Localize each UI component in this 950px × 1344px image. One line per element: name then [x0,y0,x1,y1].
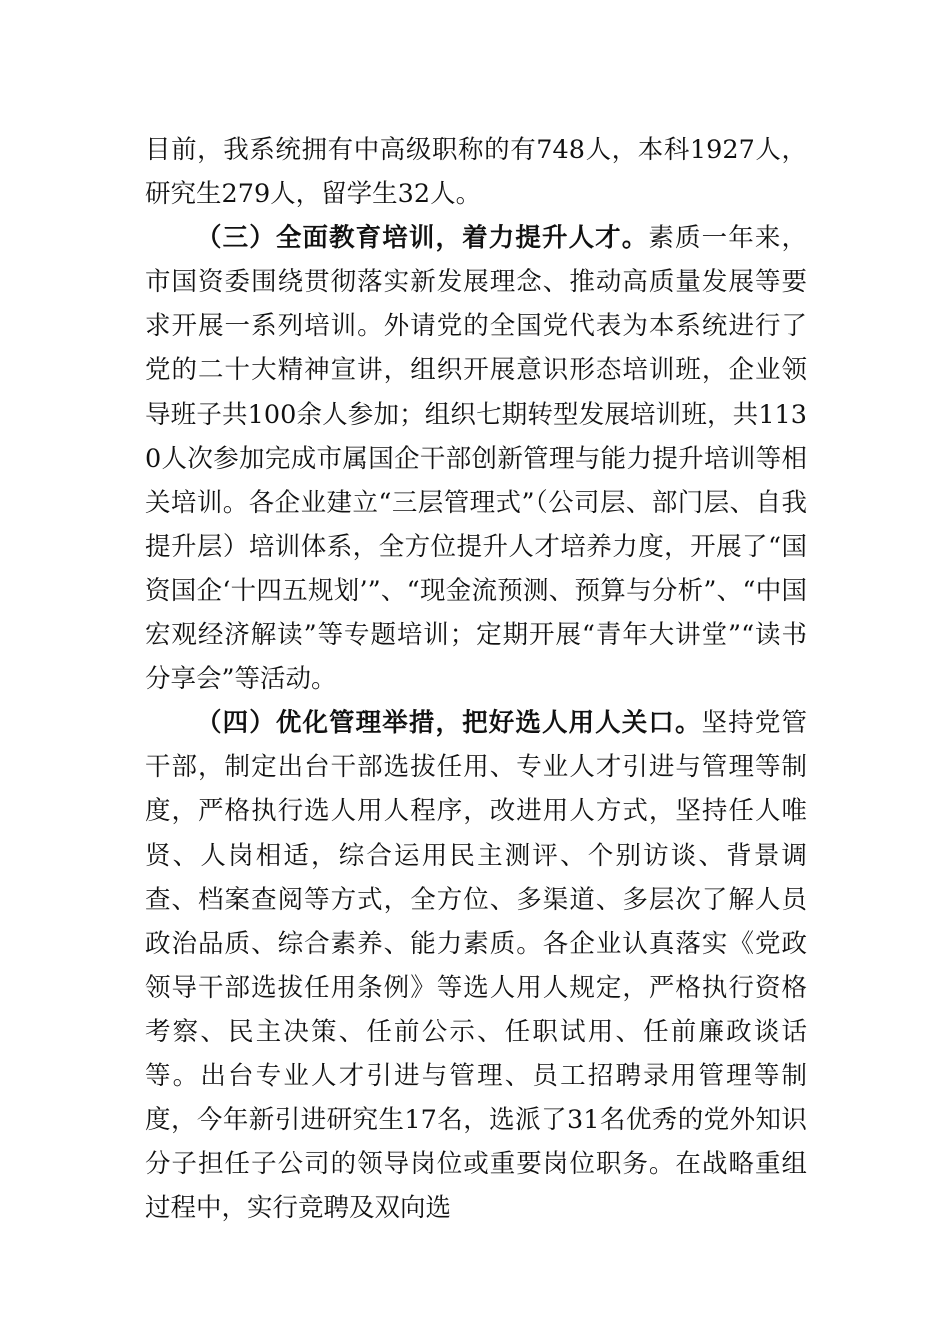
paragraph-3-body: 坚持党管干部，制定出台干部选拔任用、专业人才引进与管理等制度，严格执行选人用人程序，改进用人方式，坚持任人唯贤、人岗相适，综合运用民主测评、个别访谈、背景调查、档案查阅等方式，全方位、多渠道、多层次了解人员政治品质、综合素养、能力素质。各企业认真落实《党政领导干部选拔任用条例》等选人用人规定，严格执行资格考察、民主决策、任前公示、任职试用、任前廉政谈话等。出台专业人才引进与管理、员工招聘录用管理等制度，今年新引进研究生17名，选派了31名优秀的党外知识分子担任子公司的领导岗位或重要岗位职务。在战略重组过程中，实行竞聘及双向选 [145,708,807,1224]
section-3-heading: （三）全面教育培训，着力提升人才。 [196,223,649,254]
paragraph-2 [145,216,807,701]
paragraph-1 [145,128,807,216]
section-4-heading: （四）优化管理举措，把好选人用人关口。 [196,708,702,739]
paragraph-1-body: 目前，我系统拥有中高级职称的有748人，本科1927人，研究生279人，留学生32人。 [145,135,807,210]
paragraph-2-body: 素质一年来，市国资委围绕贯彻落实新发展理念、推动高质量发展等要求开展一系列培训。外请党的全国党代表为本系统进行了党的二十大精神宣讲，组织开展意识形态培训班，企业领导班子共100余人参加；组织七期转型发展培训班，共1130人次参加完成市属国企干部创新管理与能力提升培训等相关培训。各企业建立“三层管理式”（公司层、部门层、自我提升层）培训体系，全方位提升人才培养力度，开展了“国资国企‘十四五规划’”、“现金流预测、预算与分析”、“中国宏观经济解读”等专题培训；定期开展“青年大讲堂”“读书分享会”等活动。 [145,223,807,695]
paragraph-3 [145,701,807,1230]
document-body [145,128,807,1230]
